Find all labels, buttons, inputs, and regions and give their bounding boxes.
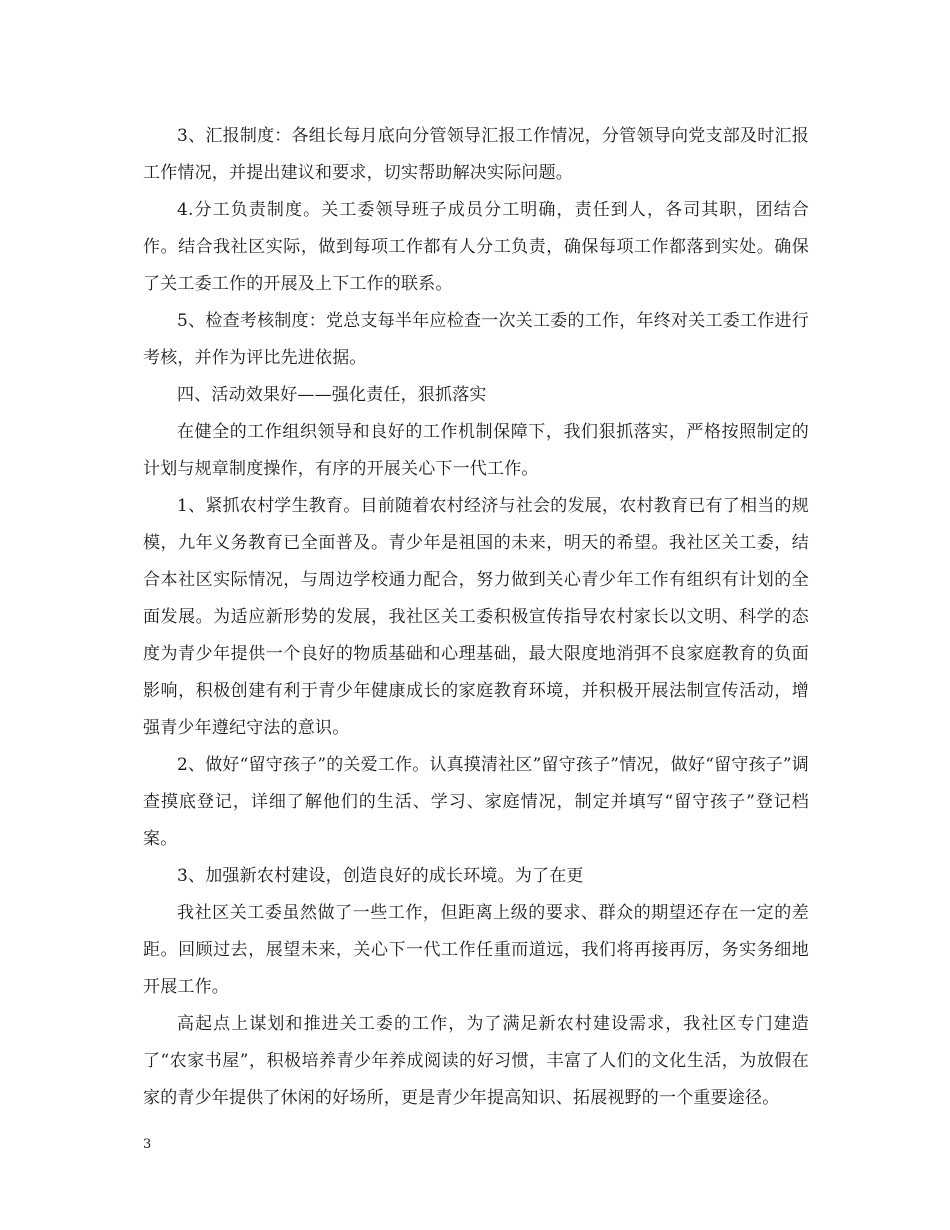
paragraph-division-of-labor: 4.分工负责制度。关工委领导班子成员分工明确，责任到人，各司其职，团结合作。结合我社区实际，做到每项工作都有人分工负责，确保每项工作都落到实处。确保了关工委工作的开展及上下工作的联系。 — [143, 200, 809, 294]
paragraph-reporting-system: 3、汇报制度：各组长每月底向分管领导汇报工作情况，分管领导向党支部及时汇报工作情况，并提出建议和要求，切实帮助解决实际问题。 — [143, 126, 809, 183]
document-body — [143, 118, 809, 1117]
paragraph-left-behind-children: 2、做好“留守孩子”的关爱工作。认真摸清社区”留守孩子”情况，做好“留守孩子”调查摸底登记，详细了解他们的生活、学习、家庭情况，制定并填写“留守孩子”登记档案。 — [143, 755, 809, 849]
page-number: 3 — [143, 1137, 152, 1152]
paragraph-inspection-system: 5、检查考核制度：党总支每半年应检查一次关工委的工作，年终对关工委工作进行考核，并作为评比先进依据。 — [143, 311, 809, 368]
paragraph-summary: 我社区关工委虽然做了一些工作，但距离上级的要求、群众的期望还存在一定的差距。回顾过去，展望未来，关心下一代工作任重而道远，我们将再接再厉，务实务细地开展工作。 — [143, 903, 809, 997]
paragraph-farm-library: 高起点上谋划和推进关工委的工作，为了满足新农村建设需求，我社区专门建造了“农家书屋”，积极培养青少年养成阅读的好习惯，丰富了人们的文化生活，为放假在家的青少年提供了休闲的好场所，更是青少年提高知识、拓展视野的一个重要途径。 — [143, 1014, 809, 1108]
paragraph-rural-student-education: 1、紧抓农村学生教育。目前随着农村经济与社会的发展，农村教育已有了相当的规模，九年义务教育已全面普及。青少年是祖国的未来，明天的希望。我社区关工委，结合本社区实际情况，与周边学校通力配合，努力做到关心青少年工作有组织有计划的全面发展。为适应新形势的发展，我社区关工委积极宣传指导农村家长以文明、科学的态度为青少年提供一个良好的物质基础和心理基础，最大限度地消弭不良家庭教育的负面影响，积极创建有利于青少年健康成长的家庭教育环境，并积极开展法制宣传活动，增强青少年遵纪守法的意识。 — [143, 496, 809, 738]
paragraph-new-rural-construction: 3、加强新农村建设，创造良好的成长环境。为了在更 — [177, 866, 584, 886]
paragraph-implementation: 在健全的工作组织领导和良好的工作机制保障下，我们狠抓落实，严格按照制定的计划与规章制度操作，有序的开展关心下一代工作。 — [143, 422, 809, 479]
section-heading-activity-effect: 四、活动效果好——强化责任，狠抓落实 — [177, 385, 487, 405]
